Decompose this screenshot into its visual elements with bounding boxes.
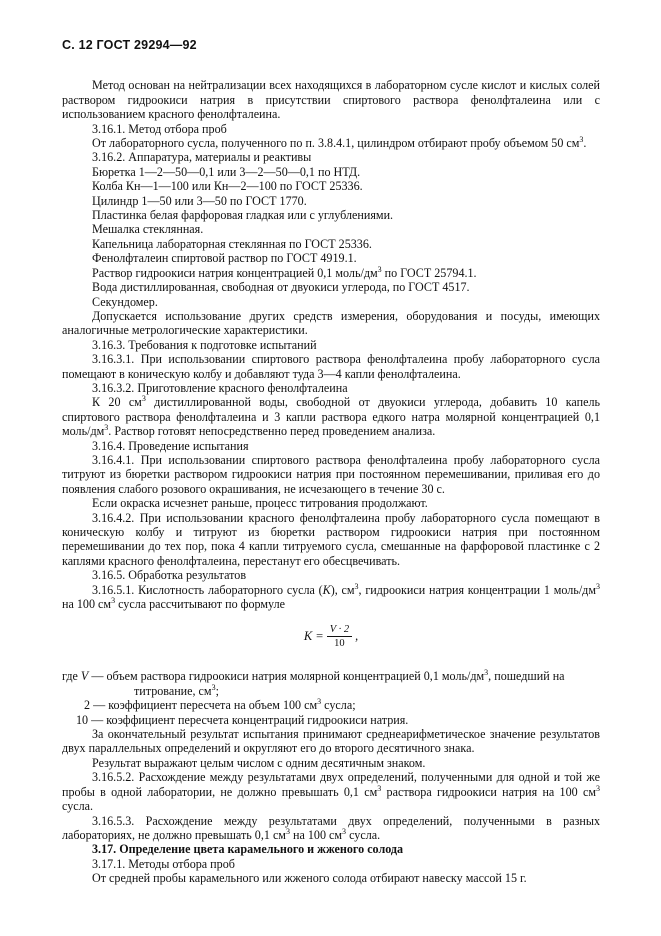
- document-page: [62, 38, 600, 886]
- section-3-16-4-1: 3.16.4.1. При использовании спиртового раствора фенолфталеина пробу лабораторного сусла титруют из бюретки раствором гидроокиси натрия при постоянном перемешивании, приливая его до появления слабого розового окрашивания, не исчезающего в течение 30 с.: [62, 452, 600, 496]
- red-phenolphthalein-prep: К 20 $см^3$ дистиллированной воды, свободной от двуокиси углерода, добавить 10 капель спиртового раствора фенолфталеина и 3 капли раствора едкого натра молярной концентрацией 0,1 моль/$дм^3$. Раствор готовят непосредственно перед проведением анализа.: [62, 394, 600, 439]
- section-3-17-1-text: От средней пробы карамельного или жженого солода отбирают навеску массой 15 г.: [92, 871, 527, 886]
- sampling-text: От лабораторного сусла, полученного по п. 3.8.4.1, цилиндром отбирают пробу объемом 50 $см^3$.: [92, 135, 587, 151]
- formula-where-v: где V — объем раствора гидроокиси натрия молярной концентрацией 0,1 моль/$дм^3$, пошедший на: [62, 668, 565, 684]
- section-3-16-5-heading: 3.16.5. Обработка результатов: [92, 568, 247, 583]
- acidity-formula: [62, 613, 600, 659]
- equipment-item: Фенолфталеин спиртовой раствор по ГОСТ 4919.1.: [92, 251, 357, 266]
- section-3-16-4-heading: 3.16.4. Проведение испытания: [92, 438, 249, 453]
- section-3-16-5-3: 3.16.5.3. Расхождение между результатами двух определений, полученными в разных лабораториях, не должно превышать 0,1 $см^3$ на 100 $см^3$ сусла.: [62, 813, 600, 842]
- formula-tail: ,: [355, 629, 359, 644]
- section-3-17-heading: 3.17. Определение цвета карамельного и жженого солода: [92, 842, 404, 857]
- section-3-16-2-heading: 3.16.2. Аппаратура, материалы и реактивы: [92, 150, 312, 165]
- section-3-17-1-heading: 3.17.1. Методы отбора проб: [92, 856, 235, 871]
- final-result-paragraph: За окончательный результат испытания принимают среднеарифметическое значение результатов двух параллельных определений и округляют его до второго десятичного знака.: [62, 727, 600, 756]
- intro-paragraph: Метод основан на нейтрализации всех находящихся в лабораторном сусле кислот и кислых солей раствором гидроокиси натрия в присутствии спиртового раствора фенолфталеина или с использованием красного фенолфталеина.: [62, 78, 600, 122]
- formula-lhs: K =: [303, 629, 324, 644]
- equipment-item: Цилиндр 1—50 или 3—50 по ГОСТ 1770.: [92, 193, 307, 208]
- page-header: С. 12 ГОСТ 29294—92: [62, 38, 197, 52]
- section-3-16-1-heading: 3.16.1. Метод отбора проб: [92, 121, 227, 136]
- formula-where-v-cont: титрование, $см^3$;: [134, 682, 219, 698]
- equipment-item-stopwatch: Секундомер.: [92, 294, 158, 309]
- section-3-16-3-heading: 3.16.3. Требования к подготовке испытаний: [92, 337, 317, 352]
- section-3-16-3-2-heading: 3.16.3.2. Приготовление красного фенолфталеина: [92, 380, 348, 395]
- allowed-paragraph: Допускается использование других средств измерения, оборудования и посуды, имеющих аналогичные метрологические характеристики.: [62, 308, 600, 338]
- section-3-16-3-1: 3.16.3.1. При использовании спиртового раствора фенолфталеина пробу лабораторного сусла помещают в коническую колбу и добавляют туда 3—4 капли фенолфталеина.: [62, 352, 600, 381]
- equipment-item: Бюретка 1—2—50—0,1 или 3—2—50—0,1 по НТД.: [92, 164, 361, 179]
- equipment-item-naoh: Раствор гидроокиси натрия концентрацией 0,1 моль/$дм^3$ по ГОСТ 25794.1.: [92, 264, 477, 280]
- section-3-16-4-2: 3.16.4.2. При использовании красного фенолфталеина пробу лабораторного сусла помещают в коническую колбу и титруют из бюретки раствором гидроокиси натрия при постоянном перемешивании до тех пор, пока 4 капли титруемого сусла, смешанные на фарфоровой пластинке с 2 каплями красного фенолфталеина, перестанут его обесцвечивать.: [62, 510, 600, 568]
- section-3-16-5-1: 3.16.5.1. Кислотность лабораторного сусла (К), $см^3$, гидроокиси натрия концентрации 1 моль/$дм^3$ на 100 $см^3$ сусла рассчитывают по формуле: [62, 581, 600, 612]
- final-result-format: Результат выражают целым числом с одним десятичным знаком.: [92, 755, 426, 770]
- equipment-item: Пластинка белая фарфоровая гладкая или с углублениями.: [92, 208, 394, 223]
- section-3-16-4-1-note: Если окраска исчезнет раньше, процесс титрования продолжают.: [92, 496, 428, 511]
- formula-def-2: 2 — коэффициент пересчета на объем 100 $см^3$ сусла;: [84, 697, 356, 713]
- section-3-16-5-2: 3.16.5.2. Расхождение между результатами двух определений, полученными для одной и той же пробы в одной лаборатории, не должно превышать 0,1 $см^3$ раствора гидроокиси натрия на 100 $см^3$ сусла.: [62, 770, 600, 814]
- equipment-item: Мешалка стеклянная.: [92, 222, 204, 237]
- equipment-item: Колба Кн—1—100 или Кн—2—100 по ГОСТ 25336.: [92, 179, 363, 194]
- formula-denominator: 10: [334, 637, 345, 649]
- formula-fraction: [327, 623, 352, 650]
- equipment-item-water: Вода дистиллированная, свободная от двуокиси углерода, по ГОСТ 4517.: [92, 280, 470, 295]
- formula-def-10: 10 — коэффициент пересчета концентраций гидроокиси натрия.: [76, 712, 409, 727]
- equipment-item: Капельница лабораторная стеклянная по ГОСТ 25336.: [92, 236, 372, 251]
- formula-numerator: V · 2: [327, 623, 352, 637]
